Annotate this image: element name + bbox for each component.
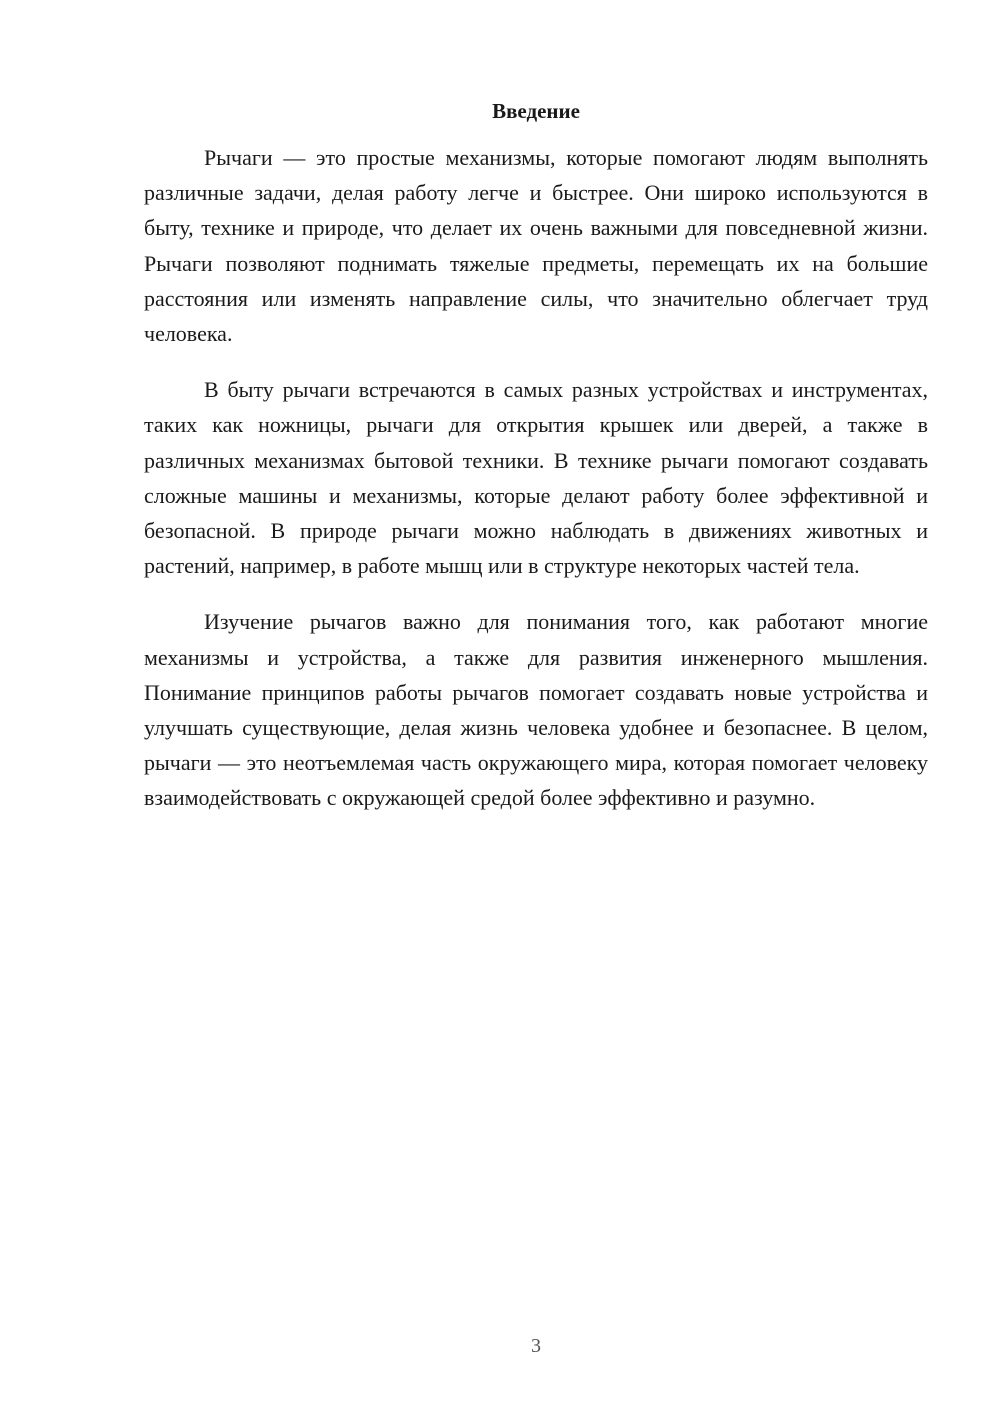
page-content — [144, 96, 928, 837]
paragraph-1: Рычаги — это простые механизмы, которые помогают людям выполнять различные задачи, делая работу легче и быстрее. Они широко используются в быту, технике и природе, что делает их очень важными для повседневной жизни. Рычаги позволяют поднимать тяжелые предметы, перемещать их на большие расстояния или изменять направление силы, что значительно облегчает труд человека. — [144, 145, 928, 347]
paragraph-3: Изучение рычагов важно для понимания того, как работают многие механизмы и устройства, а также для развития инженерного мышления. Понимание принципов работы рычагов помогает создавать новые устройства и улучшать существующие, делая жизнь человека удобнее и безопаснее. В целом, рычаги — это неотъемлемая часть окружающего мира, которая помогает человеку взаимодействовать с окружающей средой более эффективно и разумно. — [144, 609, 928, 811]
paragraph-2: В быту рычаги встречаются в самых разных устройствах и инструментах, таких как ножницы, рычаги для открытия крышек или дверей, а также в различных механизмах бытовой техники. В технике рычаги помогают создавать сложные машины и механизмы, которые делают работу более эффективной и безопасной. В природе рычаги можно наблюдать в движениях животных и растений, например, в работе мышц или в структуре некоторых частей тела. — [144, 377, 928, 579]
section-heading: Введение — [492, 99, 580, 123]
page-number: 3 — [531, 1335, 541, 1357]
